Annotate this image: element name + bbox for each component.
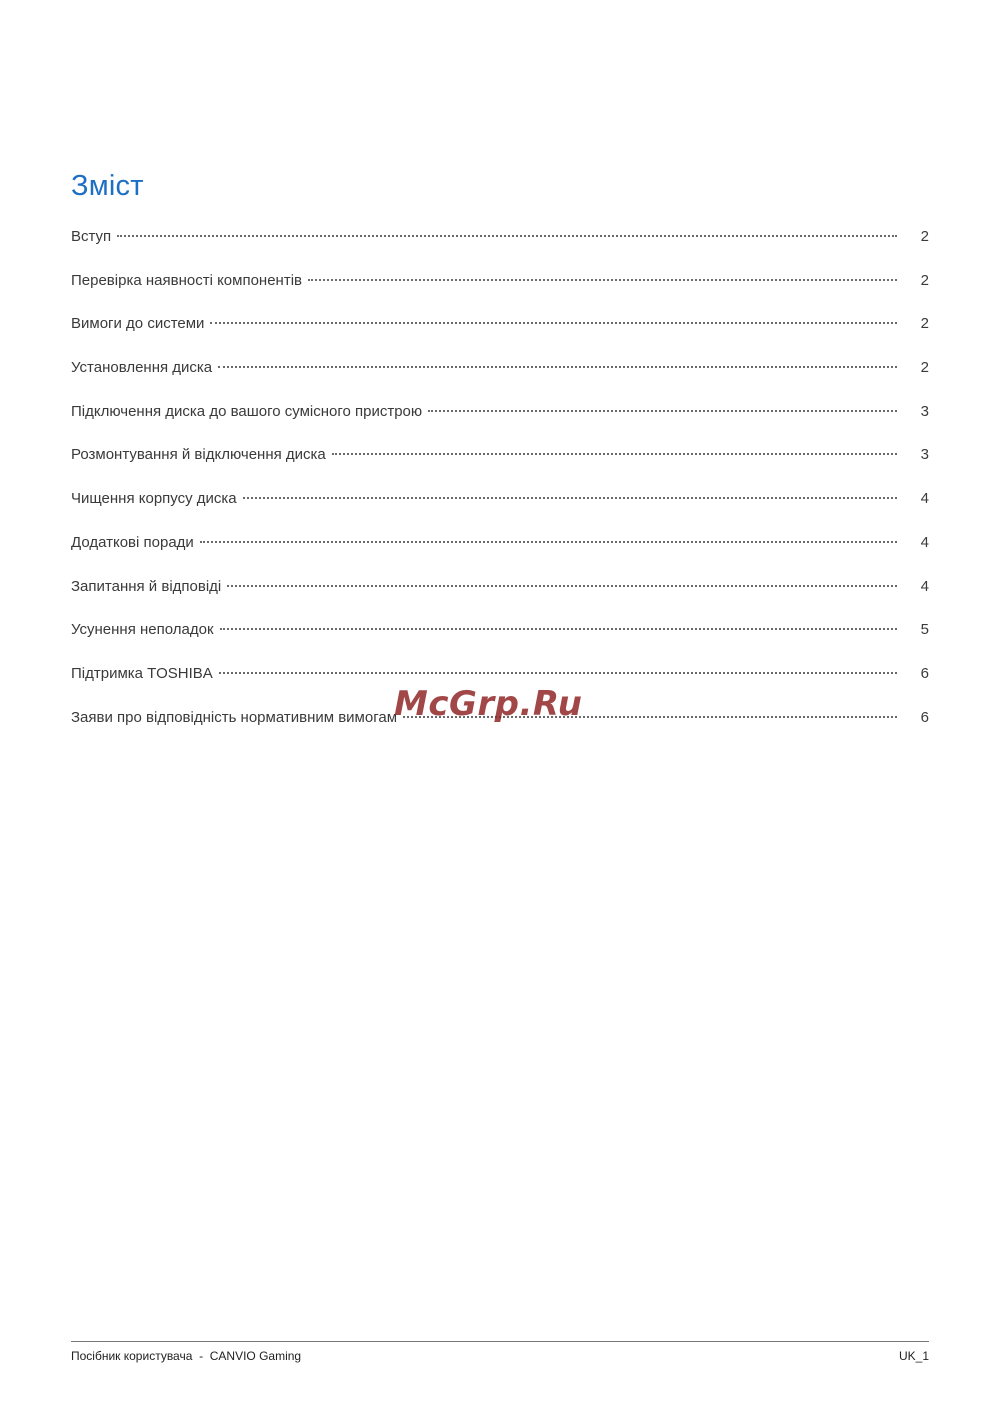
toc-entry-title: Заяви про відповідність нормативним вимогам bbox=[71, 708, 398, 726]
toc-entry-title: Вступ bbox=[71, 228, 112, 245]
dot-leader bbox=[218, 366, 897, 368]
toc-entry-page: 4 bbox=[920, 533, 929, 551]
dot-leader bbox=[243, 497, 897, 499]
toc-entry-title: Перевірка наявності компонентів bbox=[71, 271, 302, 289]
toc-entry-system-requirements[interactable] bbox=[71, 315, 929, 359]
toc-entry-toshiba-support[interactable] bbox=[71, 665, 929, 709]
dot-leader bbox=[428, 410, 897, 412]
toc-entry-regulatory-statements[interactable] bbox=[71, 709, 929, 753]
footer-document-title: Посібник користувача - CANVIO Gaming bbox=[71, 1349, 302, 1363]
toc-entry-installing-drive[interactable] bbox=[71, 359, 929, 403]
dot-leader bbox=[200, 541, 897, 543]
toc-entry-title: Усунення неполадок bbox=[71, 621, 214, 639]
toc-entry-page: 2 bbox=[920, 315, 929, 333]
page-title: Зміст bbox=[71, 170, 144, 202]
watermark: McGrp.Ru bbox=[394, 684, 583, 724]
toc-entry-title: Додаткові поради bbox=[71, 533, 194, 551]
toc-entry-page: 6 bbox=[920, 708, 929, 726]
toc-entry-package-contents[interactable] bbox=[71, 272, 929, 316]
toc-entry-title: Підключення диска до вашого сумісного пристрою bbox=[71, 402, 423, 420]
toc-entry-page: 6 bbox=[920, 664, 929, 682]
toc-entry-unmounting-drive[interactable] bbox=[71, 446, 929, 490]
dot-leader bbox=[227, 585, 897, 587]
dot-leader bbox=[308, 279, 897, 281]
toc-entry-title: Вимоги до системи bbox=[71, 315, 205, 333]
toc-entry-page: 3 bbox=[920, 446, 929, 464]
toc-entry-page: 5 bbox=[920, 621, 929, 639]
toc-entry-page: 2 bbox=[920, 271, 929, 289]
dot-leader bbox=[332, 453, 897, 455]
toc-entry-faq[interactable] bbox=[71, 578, 929, 622]
dot-leader bbox=[219, 672, 897, 674]
dot-leader bbox=[117, 235, 897, 237]
toc-entry-additional-tips[interactable] bbox=[71, 534, 929, 578]
toc-entry-connecting-drive[interactable] bbox=[71, 403, 929, 447]
toc-entry-title: Установлення диска bbox=[71, 359, 213, 377]
toc-entry-page: 4 bbox=[920, 577, 929, 595]
toc-entry-title: Підтримка TOSHIBA bbox=[71, 664, 213, 682]
toc-entry-title: Запитання й відповіді bbox=[71, 577, 222, 595]
footer-page-number: UK_1 bbox=[898, 1349, 929, 1363]
toc-entry-title: Чищення корпусу диска bbox=[71, 490, 237, 508]
toc-entry-cleaning-drive[interactable] bbox=[71, 490, 929, 534]
toc-entry-introduction[interactable] bbox=[71, 228, 929, 272]
dot-leader bbox=[220, 628, 897, 630]
toc-entry-title: Розмонтування й відключення диска bbox=[71, 446, 326, 464]
dot-leader bbox=[403, 716, 897, 718]
toc-entry-page: 4 bbox=[920, 490, 929, 508]
table-of-contents bbox=[71, 228, 929, 752]
toc-entry-page: 3 bbox=[920, 402, 929, 420]
toc-entry-page: 2 bbox=[920, 359, 929, 377]
toc-entry-page: 2 bbox=[920, 228, 929, 245]
toc-entry-troubleshooting[interactable] bbox=[71, 621, 929, 665]
footer-divider bbox=[71, 1341, 929, 1342]
dot-leader bbox=[210, 322, 897, 324]
